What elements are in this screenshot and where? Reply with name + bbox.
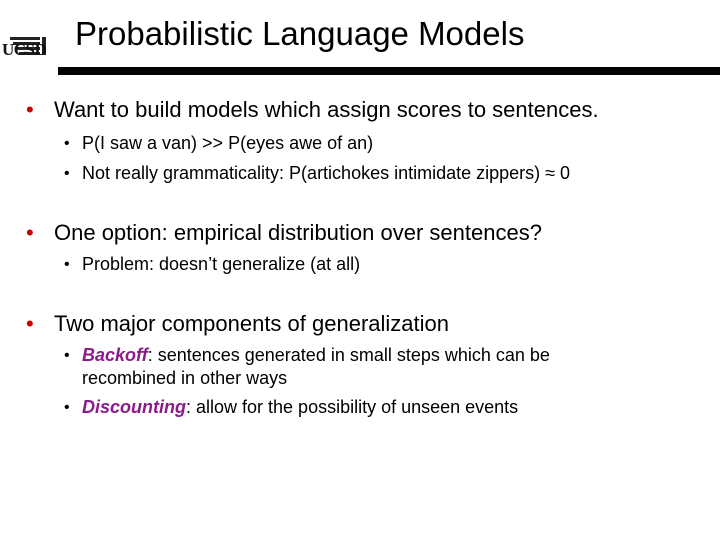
sub-bullet-text (82, 396, 518, 419)
bullet-text: One option: empirical distribution over sentences? (54, 220, 542, 245)
logo-text: UCSD (2, 40, 47, 59)
term-backoff: Backoff (82, 345, 148, 365)
term-description: : allow for the possibility of unseen events (186, 397, 519, 417)
term-description: : sentences generated in small steps which can be (147, 345, 550, 365)
sub-bullet-text: P(I saw a van) >> P(eyes awe of an) (82, 133, 374, 153)
sub-bullet-dot: • (64, 347, 70, 364)
sub-bullet-text (82, 344, 550, 367)
bullet-dot: • (26, 220, 34, 245)
bullet-text: Two major components of generalization (54, 311, 449, 336)
sub-bullet-dot: • (64, 165, 70, 182)
sub-bullet-text: Not really grammaticality: P(artichokes intimidate zippers) ≈ 0 (82, 163, 571, 183)
sub-bullet-dot: • (64, 399, 70, 416)
sub-bullet-text: Problem: doesn’t generalize (at all) (82, 254, 361, 274)
slide-title: Probabilistic Language Models (75, 15, 525, 52)
bullet-dot: • (26, 97, 34, 122)
bullet-dot: • (26, 311, 34, 336)
term-discounting: Discounting (82, 397, 186, 417)
bullet-text: Want to build models which assign scores to sentences. (54, 97, 599, 122)
sub-bullet-dot: • (64, 135, 70, 152)
sub-bullet-continuation: recombined in other ways (82, 368, 288, 388)
sub-bullet-dot: • (64, 256, 70, 273)
